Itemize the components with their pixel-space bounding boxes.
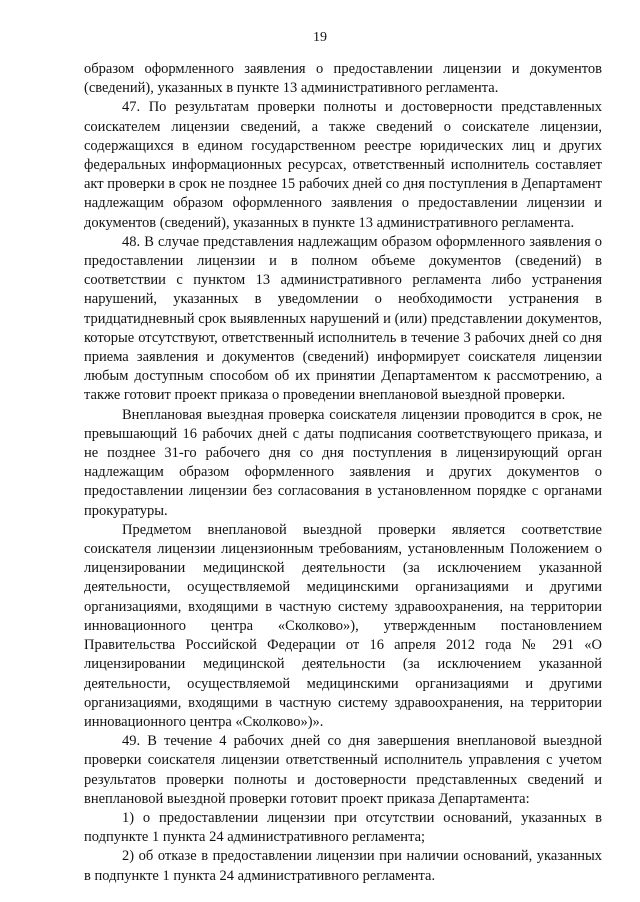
paragraph-49: 49. В течение 4 рабочих дней со дня завершения внеплановой выездной проверки соискателя лицензии ответственный исполнитель управления с учетом результатов проверки полноты и достоверности представленных сведений и внеплановой выездной проверки готовит проект приказа Департамента: — [84, 733, 602, 807]
list-item-1: 1) о предоставлении лицензии при отсутствии оснований, указанных в подпункте 1 пункта 24 административного регламента; — [84, 809, 602, 846]
paragraph-inspection-subject: Предметом внеплановой выездной проверки является соответствие соискателя лицензии лицензионным требованиям, установленным Положением о лицензировании медицинской деятельности (за исключением указанной деятельности, осуществляемой медицинскими организациями и другими организациями, входящими в частную систему здравоохранения, на территории инновационного центра «Сколково»), утвержденным постановлением Правительства Российской Федерации от 16 апреля 2012 года № 291 «О лицензировании медицинской деятельности (за исключением указанной деятельности, осуществляемой медицинскими организациями и другими организациями, входящими в частную систему здравоохранения, на территории инновационного центра «Сколково»)». — [84, 521, 602, 730]
paragraph-47: 47. По результатам проверки полноты и достоверности представленных соискателем лицензии сведений, а также сведений о соискателе лицензии, содержащихся в едином государственном реестре юридических лиц и других федеральных информационных ресурсах, ответственный исполнитель составляет акт проверки в срок не позднее 15 рабочих дней со дня поступления в Департамент надлежащим образом оформленного заявления о предоставлении лицензии и документов (сведений), указанных в пункте 13 административного регламента. — [84, 99, 602, 231]
paragraph-48: 48. В случае представления надлежащим образом оформленного заявления о предоставлении лицензии и в полном объеме документов (сведений) в соответствии с пунктом 13 административного регламента либо устранения нарушений, указанных в уведомлении о необходимости устранения в тридцатидневный срок выявленных нарушений и (или) представлении документов, которые отсутствуют, ответственный исполнитель в течение 3 рабочих дней со дня приема заявления и документов (сведений) информирует соискателя лицензии любым доступным способом об их принятии Департаментом к рассмотрению, а также готовит проект приказа о проведении внеплановой выездной проверки. — [84, 233, 602, 404]
page-number: 19 — [313, 30, 327, 45]
document-body — [84, 60, 602, 886]
paragraph-unscheduled-inspection-term: Внеплановая выездная проверка соискателя лицензии проводится в срок, не превышающий 16 рабочих дней с даты подписания соответствующего приказа, и не позднее 31-го рабочего дня со дня поступления в лицензирующий орган надлежащим образом оформленного заявления и других документов о предоставлении лицензии без согласования в установленном порядке с органами прокуратуры. — [84, 406, 602, 519]
paragraph-continuation: образом оформленного заявления о предоставлении лицензии и документов (сведений), указанных в пункте 13 административного регламента. — [84, 61, 602, 97]
list-item-2: 2) об отказе в предоставлении лицензии при наличии оснований, указанных в подпункте 1 пункта 24 административного регламента. — [84, 848, 602, 884]
